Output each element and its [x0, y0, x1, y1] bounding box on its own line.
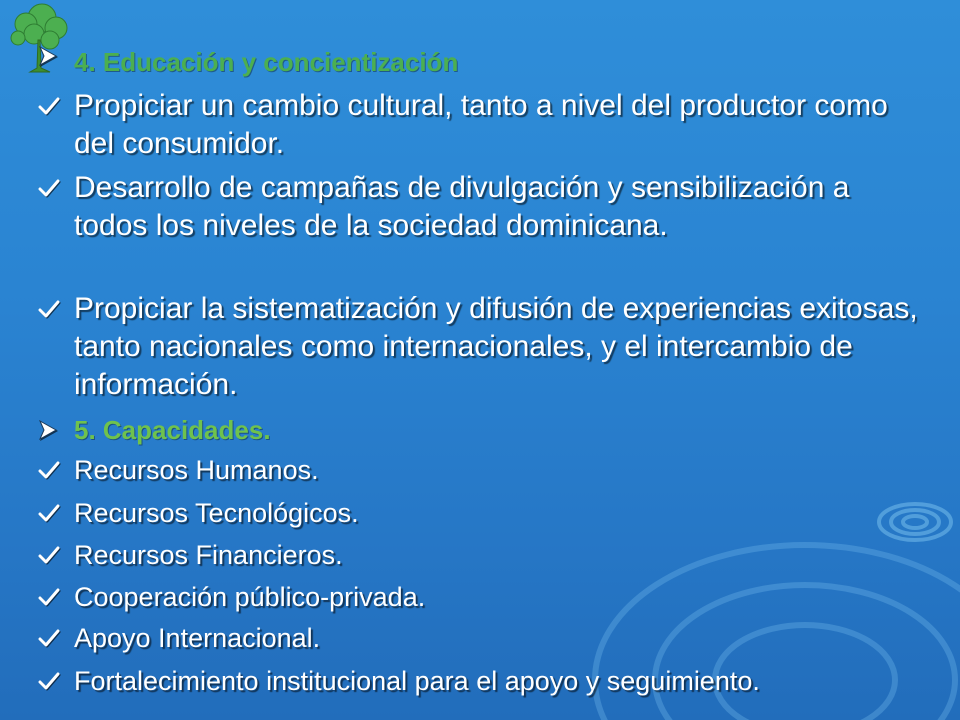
list-item [38, 621, 920, 655]
section-heading: 5. Capacidades. [74, 415, 271, 445]
checkmark-icon [38, 580, 74, 614]
checkmark-icon [38, 290, 74, 328]
section-heading: 4. Educación y concientización [74, 47, 459, 77]
checkmark-icon [38, 621, 74, 655]
checkmark-icon [38, 538, 74, 572]
item-text: Recursos Humanos. [74, 455, 319, 485]
list-item [38, 169, 920, 245]
list-item [38, 538, 920, 572]
checkmark-icon [38, 453, 74, 487]
list-item [38, 453, 920, 487]
item-text: Propiciar un cambio cultural, tanto a nivel del productor como del consumidor. [74, 89, 888, 160]
item-text: Fortalecimiento institucional para el apoyo y seguimiento. [74, 666, 760, 696]
arrow-bullet-icon [38, 413, 74, 447]
arrow-bullet-icon [38, 45, 74, 67]
checkmark-icon [38, 496, 74, 530]
checkmark-icon [38, 664, 74, 698]
item-text: Cooperación público-privada. [74, 582, 426, 612]
item-text: Recursos Financieros. [74, 540, 343, 570]
item-text: Apoyo Internacional. [74, 623, 321, 653]
heading-section-education [38, 45, 920, 79]
checkmark-icon [38, 169, 74, 207]
item-text: Propiciar la sistematización y difusión de experiencias exitosas, tanto nacionales como internacionales, y el intercambio de información. [74, 292, 918, 401]
heading-section-capacities [38, 413, 920, 447]
list-item [38, 87, 920, 163]
list-item [38, 290, 920, 404]
list-item [38, 580, 920, 614]
item-text: Recursos Tecnológicos. [74, 498, 359, 528]
checkmark-icon [38, 87, 74, 125]
list-item [38, 664, 920, 698]
list-item [38, 496, 920, 530]
item-text: Desarrollo de campañas de divulgación y sensibilización a todos los niveles de la sociedad dominicana. [74, 171, 850, 242]
